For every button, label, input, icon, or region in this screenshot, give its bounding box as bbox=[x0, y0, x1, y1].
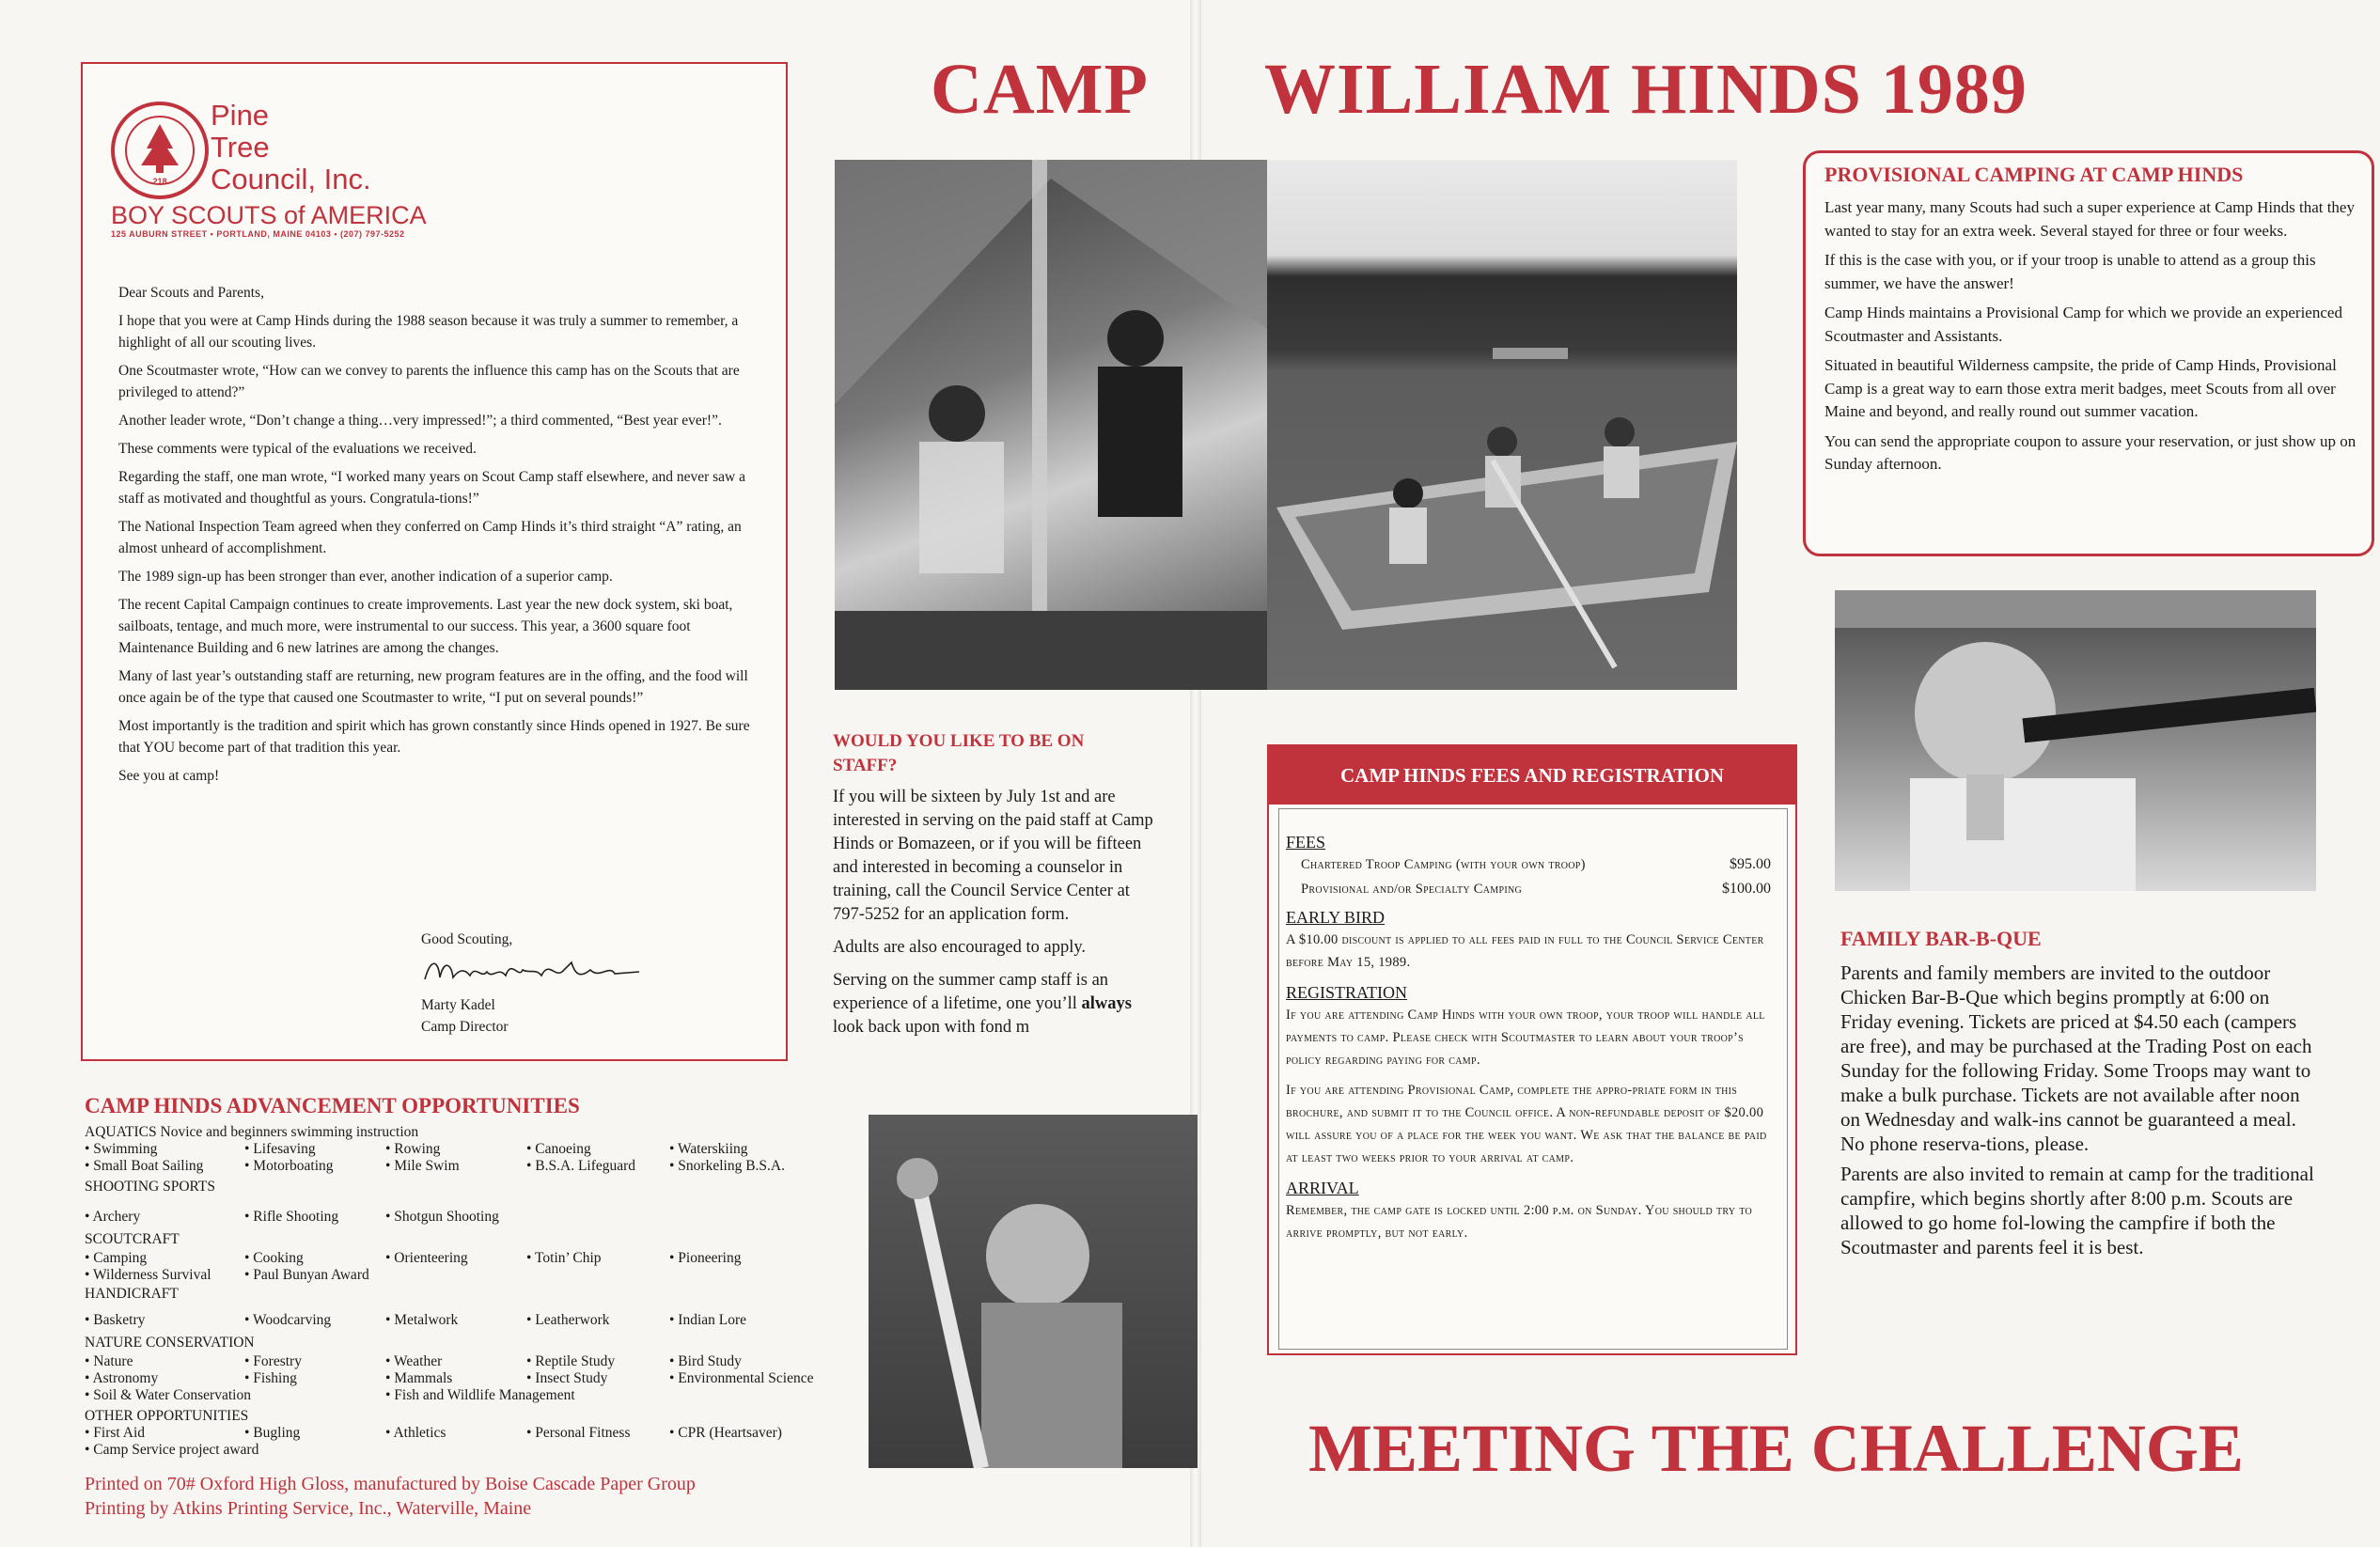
canoe-paddler-photo bbox=[869, 1115, 1198, 1468]
staff-heading: WOULD YOU LIKE TO BE ON STAFF? bbox=[833, 731, 1085, 775]
advancement-item: • Bugling bbox=[244, 1425, 301, 1441]
advancement-item: • Orienteering bbox=[385, 1250, 468, 1266]
advancement-item: • Rowing bbox=[385, 1141, 441, 1157]
tent-photo bbox=[835, 160, 1267, 690]
title-camp: CAMP bbox=[931, 50, 1149, 129]
provisional-camping-box bbox=[1803, 150, 2374, 556]
advancement-item: • Pioneering bbox=[669, 1250, 742, 1266]
advancement-item: • Mammals bbox=[385, 1370, 453, 1386]
advancement-item: • Canoeing bbox=[526, 1141, 591, 1157]
letter-signer: Marty Kadel Camp Director bbox=[421, 997, 509, 1035]
council-name: Pine Tree Council, Inc. bbox=[211, 99, 371, 195]
advancement-item: • Camping bbox=[85, 1250, 148, 1266]
advancement-item: • Leatherwork bbox=[526, 1312, 610, 1328]
arrival-text: Remember, the camp gate is locked until 2:00 p.m. on Sunday. You should try to arrive promptly, but not early. bbox=[1286, 1203, 1752, 1241]
advancement-item: • Nature bbox=[85, 1353, 133, 1369]
advancement-category: NATURE CONSERVATION bbox=[85, 1335, 255, 1351]
advancement-item: • Indian Lore bbox=[669, 1312, 747, 1328]
advancement-item: • Waterskiing bbox=[669, 1141, 748, 1157]
advancement-item: • Small Boat Sailing bbox=[85, 1158, 204, 1174]
advancement-item: • Environmental Science bbox=[669, 1370, 814, 1386]
registration-label: REGISTRATION bbox=[1286, 983, 1407, 1002]
advancement-item: • Bird Study bbox=[669, 1353, 742, 1369]
fee-row-chartered: Chartered Troop Camping (with your own troop) $95.00 bbox=[1301, 856, 1771, 872]
advancement-item: • Motorboating bbox=[244, 1158, 334, 1174]
advancement-item: • Archery bbox=[85, 1209, 141, 1225]
letter-body: Dear Scouts and Parents, I hope that you were at Camp Hinds during the 1988 season because it was truly a summer to remember, a highlight of all our scouting lives. One Scoutmaster wrote, “How can we convey to parents the influence this camp has on the Scouts that are privileged to attend?” Another leader wrote, “Don’t change a thing…very impressed!”; a third commented, “Best year ever!”. These comments were typical of the evaluations we received. Regarding the staff, one man wrote, “I worked many years on Scout Camp staff elsewhere, and never saw a staff as motivated and thoughtful as yours. Congratula-tions!” The National Inspection Team agreed when they conferred on Camp Hinds it’s third straight “A” rating, an almost unheard of accomplishment. The 1989 sign-up has been stronger than ever, another indication of a superior camp. The recent Capital Campaign continues to create improvements. Last year the new dock system, ski boat, sailboats, tentage, and much more, were instrumental to our success. This year, a 3600 square foot Maintenance Building and 6 new latrines are among the changes. Many of last year’s outstanding staff are returning, new program features are in the offing, and the food will once again be of the type that caused one Scoutmaster to write, “I put on several pounds!” Most importantly is the tradition and spirit which has grown constantly since Hinds opened in 1927. Be sure that YOU become part of that tradition this year. See you at camp! bbox=[118, 285, 750, 784]
advancement-title: CAMP HINDS ADVANCEMENT OPPORTUNITIES bbox=[85, 1094, 580, 1117]
advancement-item: • Personal Fitness bbox=[526, 1425, 631, 1441]
advancement-item: • Mile Swim bbox=[385, 1158, 460, 1174]
advancement-item: • B.S.A. Lifeguard bbox=[526, 1158, 636, 1174]
advancement-item: • Totin’ Chip bbox=[526, 1250, 602, 1266]
bbq-body: Parents and family members are invited to the outdoor Chicken Bar-B-Que which begins promptly at 6:00 on Friday evening. Tickets are priced at $4.50 each (campers are free), and may be purchased at the Trading Post on each Sunday for the following Friday. Some Troops may want to make a bulk purchase. Tickets are not available after noon on Wednesday and walk-ins cannot be guaranteed a meal. No phone reserva-tions, please. Parents are also invited to remain at camp for the traditional campfire, which begins shortly after 8:00 p.m. Scouts are allowed to go home fol-lowing the campfire if both the Scoutmaster and parents feel it is best. bbox=[1840, 961, 2314, 1258]
advancement-item: • Cooking bbox=[244, 1250, 304, 1266]
fees-body bbox=[1286, 827, 1780, 1252]
advancement-item: • Forestry bbox=[244, 1353, 302, 1369]
advancement-item: • Soil & Water Conservation bbox=[85, 1387, 251, 1403]
title-william-hinds: WILLIAM HINDS 1989 bbox=[1264, 50, 2028, 129]
advancement-item: • Reptile Study bbox=[526, 1353, 616, 1369]
registration-text-2: If you are attending Provisional Camp, complete the appro-priate form in this brochure, and submit it to the Council office. A non-refundable deposit of $20.00 will assure you of a place for the week you want. We ask that the balance be paid at least two weeks prior to your arrival at camp. bbox=[1286, 1083, 1767, 1165]
svg-text:218: 218 bbox=[152, 177, 167, 186]
advancement-category: OTHER OPPORTUNITIES bbox=[85, 1408, 249, 1424]
advancement-item: • Snorkeling B.S.A. bbox=[669, 1158, 785, 1174]
provisional-body: Last year many, many Scouts had such a super experience at Camp Hinds that they wanted to stay for an extra week. Several stayed for three or four weeks. If this is the case with you, or if your troop is unable to attend as a group this summer, we have the answer! Camp Hinds maintains a Provisional Camp for which we provide an experienced Scoutmaster and Assistants. Situated in beautiful Wilderness campsite, the pride of Camp Hinds, Provisional Camp is a great way to earn those extra merit badges, meet Scouts from all over Maine and beyond, and really round out summer vacation. You can send the appropriate coupon to assure your reservation, or just show up on Sunday afternoon. bbox=[1824, 198, 2357, 473]
advancement-item: • First Aid bbox=[85, 1425, 145, 1441]
advancement-item: • Fish and Wildlife Management bbox=[385, 1387, 575, 1403]
advancement-item: • Astronomy bbox=[85, 1370, 159, 1386]
advancement-item: • Fishing bbox=[244, 1370, 297, 1386]
rowboat-photo bbox=[1267, 160, 1737, 690]
advancement-item: • Athletics bbox=[385, 1425, 446, 1441]
advancement-item: • Metalwork bbox=[385, 1312, 459, 1328]
director-letter bbox=[81, 62, 788, 1061]
letter-closing: Good Scouting, bbox=[421, 931, 513, 947]
fees-section-label: FEES bbox=[1286, 833, 1326, 852]
advancement-item: • Weather bbox=[385, 1353, 443, 1369]
advancement-item: • Paul Bunyan Award bbox=[244, 1267, 369, 1283]
advancement-item: • Lifesaving bbox=[244, 1141, 316, 1157]
title-meeting-challenge: MEETING THE CHALLENGE bbox=[1308, 1411, 2244, 1486]
advancement-item: • Camp Service project award bbox=[85, 1442, 259, 1458]
provisional-title: PROVISIONAL CAMPING AT CAMP HINDS bbox=[1824, 163, 2244, 186]
advancement-item: • Swimming bbox=[85, 1141, 158, 1157]
signature-icon bbox=[421, 951, 647, 993]
bbq-heading: FAMILY BAR-B-QUE bbox=[1840, 927, 2042, 950]
advancement-item: • Wilderness Survival bbox=[85, 1267, 211, 1283]
fees-header: CAMP HINDS FEES AND REGISTRATION bbox=[1269, 746, 1795, 805]
advancement-category: HANDICRAFT bbox=[85, 1286, 179, 1302]
fee-row-provisional: Provisional and/or Specialty Camping $100.00 bbox=[1301, 881, 1771, 897]
rifle-shooter-photo bbox=[1835, 590, 2316, 891]
advancement-item: • Rifle Shooting bbox=[244, 1209, 339, 1225]
printing-credit: Printed on 70# Oxford High Gloss, manufactured by Boise Cascade Paper Group Printing by Atkins Printing Service, Inc., Waterville, Maine bbox=[85, 1474, 696, 1519]
advancement-item: • Shotgun Shooting bbox=[385, 1209, 499, 1225]
staff-body: If you will be sixteen by July 1st and are interested in serving on the paid staff at Camp Hinds or Bomazeen, or if you will be fifteen and interested in becoming a counselor in training, call the Council Service Center at 797-5252 for an application form. Adults are also encouraged to apply. Serving on the summer camp staff is an experience of a lifetime, one you’ll always look back upon with fond m bbox=[833, 788, 1153, 1037]
bsa-wordmark: BOY SCOUTS of AMERICA bbox=[111, 201, 427, 229]
advancement-item: • Insect Study bbox=[526, 1370, 608, 1386]
registration-text-1: If you are attending Camp Hinds with your own troop, your troop will handle all payments to camp. Please check with Scoutmaster to learn about your troop’s policy regarding paying for camp. bbox=[1286, 1008, 1765, 1068]
council-address: 125 AUBURN STREET • PORTLAND, MAINE 04103 • (207) 797-5252 bbox=[111, 229, 405, 239]
early-bird-text: A $10.00 discount is applied to all fees paid in full to the Council Service Center before May 15, 1989. bbox=[1286, 932, 1764, 970]
advancement-category: AQUATICS Novice and beginners swimming instruction bbox=[85, 1124, 419, 1140]
advancement-item: • Woodcarving bbox=[244, 1312, 332, 1328]
advancement-category: SHOOTING SPORTS bbox=[85, 1179, 216, 1195]
advancement-item: • CPR (Heartsaver) bbox=[669, 1425, 782, 1441]
early-bird-label: EARLY BIRD bbox=[1286, 908, 1386, 927]
bsa-seal-icon bbox=[111, 102, 209, 199]
advancement-category: SCOUTCRAFT bbox=[85, 1231, 180, 1247]
advancement-item: • Basketry bbox=[85, 1312, 146, 1328]
arrival-label: ARRIVAL bbox=[1286, 1179, 1359, 1197]
